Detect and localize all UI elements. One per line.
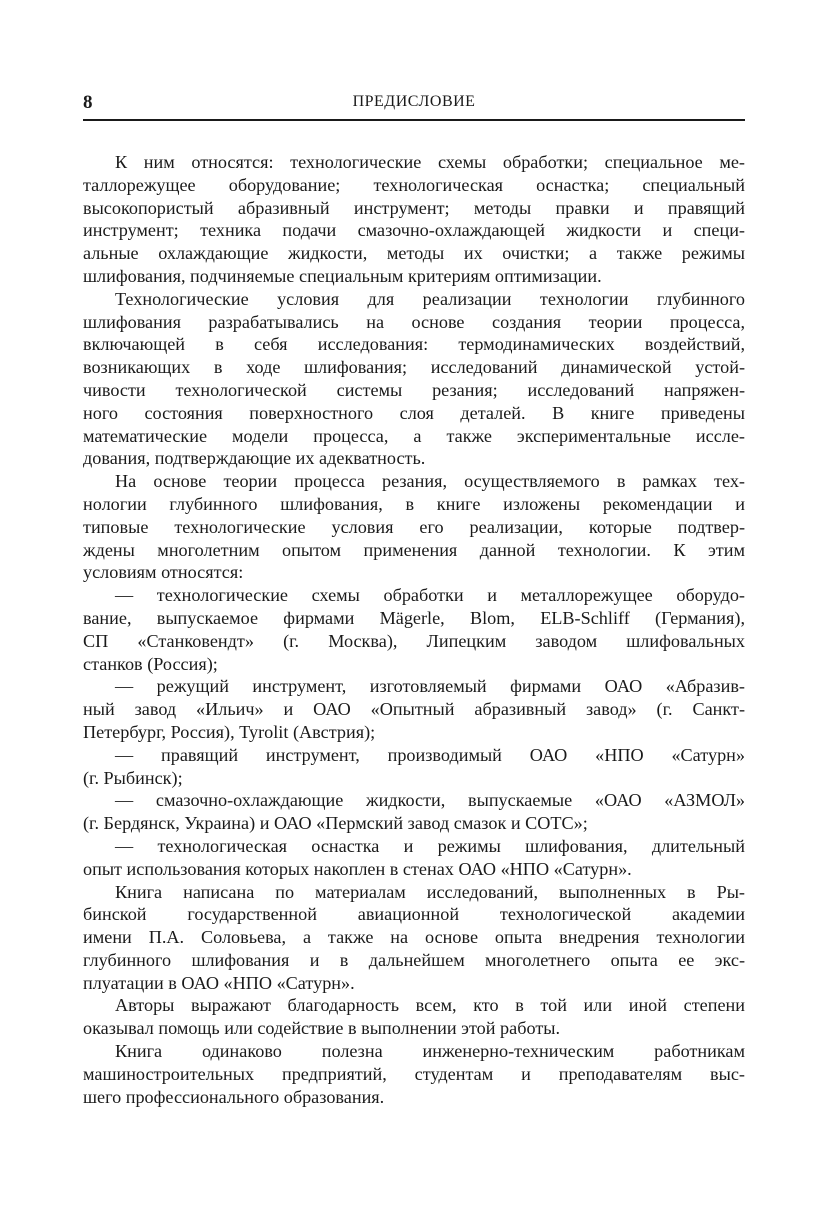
text-line: имени П.А. Соловьева, а также на основе опыта внедрения технологии [83,927,745,948]
text-line: станков (Россия); [83,653,218,674]
text-line: СП «Станковендт» (г. Москва), Липецким заводом шлифовальных [83,630,745,651]
text-line: возникающих в ходе шлифования; исследований динамической устой- [83,357,745,378]
body-text [83,151,745,1108]
text-line: оказывал помощь или содействие в выполнении этой работы. [83,1018,561,1039]
text-line: чивости технологической системы резания; исследований напряжен- [83,379,745,400]
text-line: альные охлаждающие жидкости, методы их очистки; а также режимы [83,243,745,264]
text-line: машиностроительных предприятий, студентам и преподавателям выс- [83,1063,745,1084]
paragraph [83,675,745,743]
text-line: (г. Бердянск, Украина) и ОАО «Пермский завод смазок и СОТС»; [83,813,588,834]
text-line: — режущий инструмент, изготовляемый фирмами ОАО «Абразив- [115,676,745,697]
text-line: Книга написана по материалам исследований, выполненных в Ры- [115,881,745,902]
text-line: ный завод «Ильич» и ОАО «Опытный абразивный завод» (г. Санкт- [83,699,745,720]
text-line: Авторы выражают благодарность всем, кто в той или иной степени [115,995,745,1016]
paragraph [83,151,745,288]
text-line: Книга одинаково полезна инженерно-техническим работникам [115,1041,745,1062]
text-line: включающей в себя исследования: термодинамических воздействий, [83,334,745,355]
text-line: — смазочно-охлаждающие жидкости, выпускаемые «ОАО «АЗМОЛ» [115,790,745,811]
paragraph [83,584,745,675]
text-line: типовые технологические условия его реализации, которые подтвер- [83,516,745,537]
text-line: условиям относятся: [83,562,244,583]
paragraph [83,744,745,790]
page-header [83,92,745,116]
header-rule [83,119,745,121]
text-line: шлифования разрабатывались на основе создания теории процесса, [83,311,745,332]
text-line: вание, выпускаемое фирмами Mägerle, Blom, ELB-Schliff (Германия), [83,607,745,628]
text-line: Технологические условия для реализации технологии глубинного [115,288,745,309]
text-line: ждены многолетним опытом применения данной технологии. К этим [83,539,745,560]
text-line: таллорежущее оборудование; технологическая оснастка; специальный [83,174,745,195]
text-line: опыт использования которых накоплен в стенах ОАО «НПО «Сатурн». [83,858,632,879]
text-line: (г. Рыбинск); [83,767,183,788]
text-line: — технологическая оснастка и режимы шлифования, длительный [115,835,745,856]
running-title: ПРЕДИСЛОВИЕ [352,93,476,110]
paragraph [83,789,745,835]
paragraph [83,1040,745,1108]
text-line: — правящий инструмент, производимый ОАО «НПО «Сатурн» [115,744,745,765]
text-line: На основе теории процесса резания, осуществляемого в рамках тех- [115,471,745,492]
text-line: — технологические схемы обработки и металлорежущее оборудо- [115,585,745,606]
paragraph [83,881,745,995]
text-line: шлифования, подчиняемые специальным критериям оптимизации. [83,265,602,286]
text-line: ного состояния поверхностного слоя деталей. В книге приведены [83,402,745,423]
paragraph [83,288,745,470]
text-line: инструмент; техника подачи смазочно-охлаждающей жидкости и специ- [83,220,745,241]
page-number: 8 [83,92,93,113]
text-line: математические модели процесса, а также экспериментальные иссле- [83,425,745,446]
paragraph [83,470,745,584]
paragraph [83,835,745,881]
text-line: Петербург, Россия), Tyrolit (Австрия); [83,721,376,742]
text-line: плуатации в ОАО «НПО «Сатурн». [83,972,355,993]
text-line: глубинного шлифования и в дальнейшем многолетнего опыта ее экс- [83,949,745,970]
paragraph [83,994,745,1040]
text-line: дования, подтверждающие их адекватность. [83,448,426,469]
text-line: нологии глубинного шлифования, в книге изложены рекомендации и [83,493,745,514]
text-line: шего профессионального образования. [83,1086,385,1107]
text-line: бинской государственной авиационной технологической академии [83,904,745,925]
text-line: К ним относятся: технологические схемы обработки; специальное ме- [115,152,745,172]
text-line: высокопористый абразивный инструмент; методы правки и правящий [83,197,745,218]
